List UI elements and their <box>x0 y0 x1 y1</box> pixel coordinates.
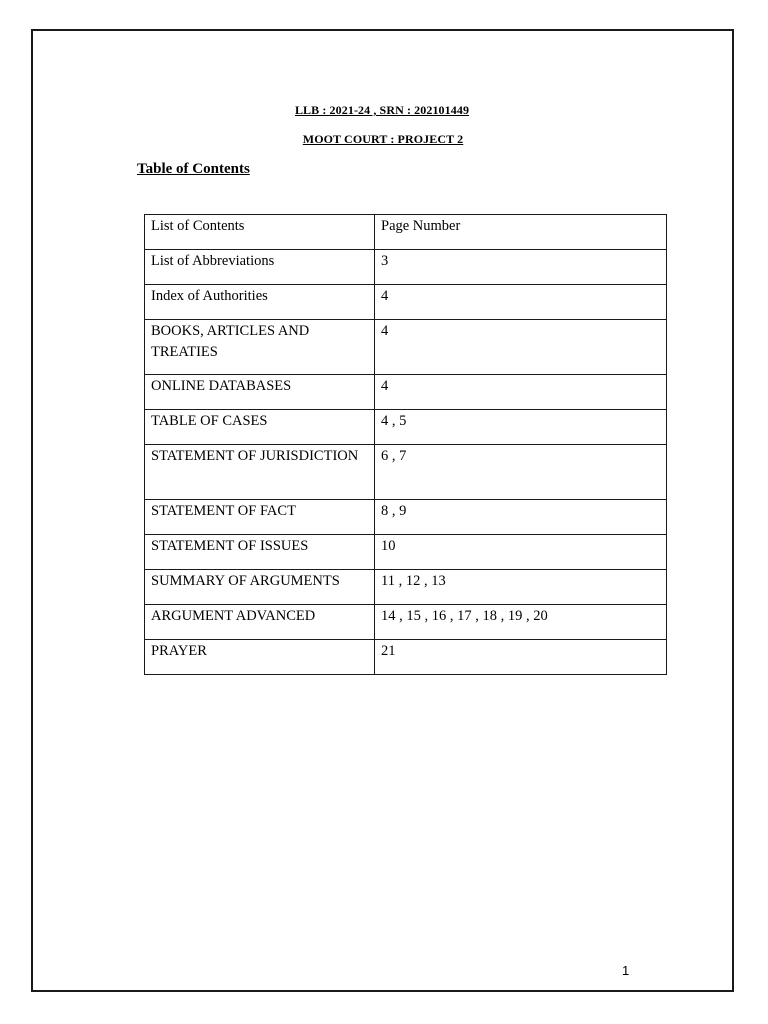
toc-item: TABLE OF CASES <box>145 410 375 445</box>
toc-item: STATEMENT OF FACT <box>145 500 375 535</box>
toc-pages: 21 <box>375 640 667 675</box>
toc-pages: 4 <box>375 285 667 320</box>
toc-item: BOOKS, ARTICLES AND TREATIES <box>145 320 375 375</box>
toc-item: PRAYER <box>145 640 375 675</box>
toc-item: Index of Authorities <box>145 285 375 320</box>
toc-pages: 10 <box>375 535 667 570</box>
table-row <box>145 410 667 445</box>
table-row <box>145 320 667 375</box>
toc-pages: 4 <box>375 375 667 410</box>
toc-pages: 4 , 5 <box>375 410 667 445</box>
table-row <box>145 570 667 605</box>
toc-pages: 14 , 15 , 16 , 17 , 18 , 19 , 20 <box>375 605 667 640</box>
table-row <box>145 215 667 250</box>
toc-pages: 11 , 12 , 13 <box>375 570 667 605</box>
toc-item: STATEMENT OF ISSUES <box>145 535 375 570</box>
toc-pages: 8 , 9 <box>375 500 667 535</box>
table-of-contents <box>144 214 667 675</box>
toc-pages: 6 , 7 <box>375 445 667 500</box>
table-row <box>145 640 667 675</box>
project-heading: MOOT COURT : PROJECT 2 <box>302 132 464 146</box>
toc-item: SUMMARY OF ARGUMENTS <box>145 570 375 605</box>
toc-item: ONLINE DATABASES <box>145 375 375 410</box>
table-row <box>145 285 667 320</box>
toc-pages: 3 <box>375 250 667 285</box>
toc-pages: Page Number <box>375 215 667 250</box>
toc-item: ARGUMENT ADVANCED <box>145 605 375 640</box>
toc-item: List of Abbreviations <box>145 250 375 285</box>
table-row <box>145 535 667 570</box>
table-row <box>145 605 667 640</box>
table-of-contents-title: Table of Contents <box>137 161 250 177</box>
table-row <box>145 375 667 410</box>
toc-pages: 4 <box>375 320 667 375</box>
table-row <box>145 445 667 500</box>
page-number: 1 <box>622 963 630 978</box>
toc-item: STATEMENT OF JURISDICTION <box>145 445 375 500</box>
table-row <box>145 500 667 535</box>
course-srn-heading: LLB : 2021-24 , SRN : 202101449 <box>294 103 470 117</box>
toc-item: List of Contents <box>145 215 375 250</box>
table-row <box>145 250 667 285</box>
